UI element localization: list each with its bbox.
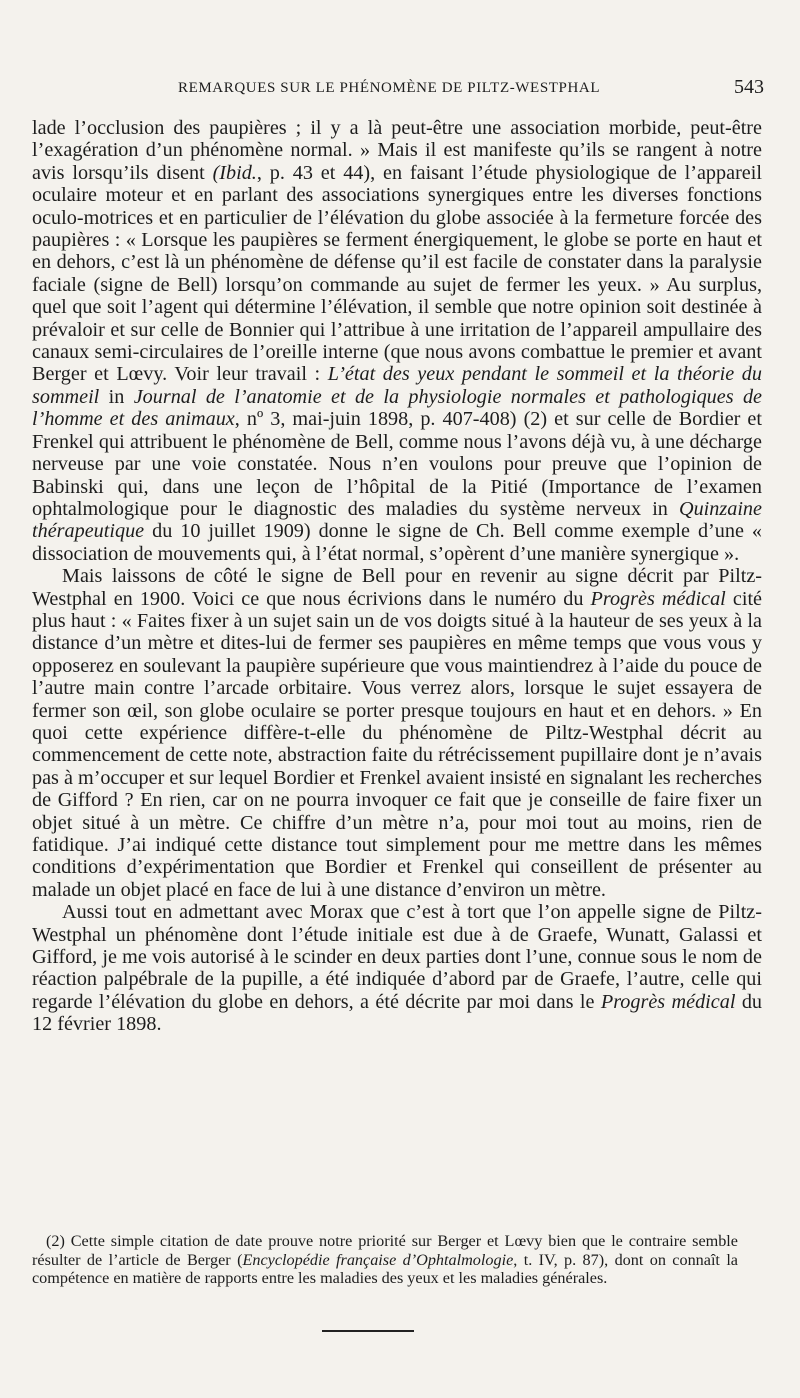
text-run: (2) Cette simple citation de date prouve notre priorité sur Berger et Lœvy bien que le contraire semble résulter de l’article de Berger ( <box>32 1232 738 1269</box>
italic-text: Journal de l’anatomie et de la physiologie normales et pathologiques de l’homme et des animaux <box>32 385 762 431</box>
footnote <box>32 1232 738 1288</box>
text-run: , nº 3, mai-juin 1898, p. 407-408) (2) et sur celle de Bordier et Frenkel qui attribuent le phénomène de Bell, comme nous l’avons déjà vu, à une décharge nerveuse par une voie constatée. Nous n’en voulons pour preuve que l’opinion de Babinski qui, dans une leçon de l’hôpital de la Pitié (Importance de l’examen ophtalmologique pour le diagnostic des maladies du système nerveux in <box>32 408 762 520</box>
text-run: du 12 février 1898. <box>32 990 763 1036</box>
italic-text: Progrès médical <box>600 990 736 1013</box>
text-run: , t. IV, p. 87), dont on connaît la compétence en matière de rapports entre les maladies des yeux et les maladies générales. <box>32 1250 738 1288</box>
body-text <box>32 117 762 1036</box>
running-title: REMARQUES SUR LE PHÉNOMÈNE DE PILTZ-WESTPHAL <box>178 80 601 96</box>
paragraph <box>32 565 762 901</box>
italic-text: Quinzaine thérapeutique <box>32 497 762 543</box>
paragraph <box>32 901 762 1035</box>
italic-text: (Ibid. <box>212 161 257 184</box>
text-run: Aussi tout en admettant avec Morax que c’est à tort que l’on appelle signe de Piltz-Westphal un phénomène dont l’étude initiale est due à de Graefe, Wunatt, Galassi et Gifford, je me vois autorisé à le scinder en deux parties dont l’une, connue sous le nom de réaction palpébrale de la pupille, a été indiquée d’abord par de Graefe, l’autre, celle qui regarde l’élévation du globe en dehors, a été décrite par moi dans le <box>32 901 762 1013</box>
paragraph <box>32 117 762 565</box>
footnote-text <box>32 1232 738 1288</box>
end-rule <box>322 1330 414 1332</box>
text-run: in <box>99 385 134 408</box>
text-run: lade l’occlusion des paupières ; il y a là peut-être une association morbide, peut-être l’exagération d’un phénomène normal. » Mais il est manifeste qu’ils se rangent à notre avis lorsqu’ils disent <box>32 117 762 184</box>
text-run: du 10 juillet 1909) donne le signe de Ch. Bell comme exemple d’une « dissociation de mouvements qui, à l’état normal, s’opèrent d’une manière synergique ». <box>32 520 762 565</box>
text-run: , p. 43 et 44), en faisant l’étude physiologique de l’appareil oculaire moteur et en parlant des associations synergiques entre les diverses fonctions oculo-motrices et en particulier de l’élévation du globe associée à la fermeture forcée des paupières : « Lorsque les paupières se ferment énergiquement, le globe se porte en haut et en dehors, c’est là un phénomène de défense qu’il est facile de constater dans la paralysie faciale (signe de Bell) lorsqu’on commande au sujet de fermer les yeux. » Au surplus, quel que soit l’agent qui détermine l’élévation, il semble que notre opinion soit destinée à prévaloir et sur celle de Bonnier qui l’attribue à une irritation de l’appareil ampullaire des canaux semi-circulaires de l’oreille interne (que nous avons combattue le premier et avant Berger et Lœvy. Voir leur travail : <box>32 161 762 386</box>
page-header <box>38 76 764 106</box>
page-number: 543 <box>734 76 764 98</box>
text-run: cité plus haut : « Faites fixer à un sujet sain un de vos doigts situé à la hauteur de ses yeux à la distance d’un mètre et dites-lui de fermer ses paupières en même temps que vous vous y opposerez en soulevant la paupière supérieure que vous maintiendrez à l’aide du pouce de l’autre main contre l’arcade orbitaire. Vous verrez alors, lorsque le sujet essayera de fermer son œil, son globe oculaire se porter presque toujours en haut et en dehors. » En quoi cette expérience diffère-t-elle du phénomène de Piltz-Westphal décrit au commencement de cette note, abstraction faite du rétrécissement pupillaire dont je n’avais pas à m’occuper et sur lequel Bordier et Frenkel avaient insisté en signalant les recherches de Gifford ? En rien, car on ne pourra invoquer ce fait que je conseille de faire fixer un objet situé à un mètre. Ce chiffre d’un mètre n’a, pour moi tout au moins, rien de fatidique. J’ai indiqué cette distance tout simplement pour me mettre dans les mêmes conditions d’expérimentation que Bordier et Frenkel qui conseillent de présenter au malade un objet placé en face de lui à une distance d’environ un mètre. <box>32 587 763 901</box>
text-run: Mais laissons de côté le signe de Bell pour en revenir au signe décrit par Piltz-Westphal en 1900. Voici ce que nous écrivions dans le numéro du <box>32 565 762 610</box>
italic-text: Encyclopédie française d’Ophtalmologie <box>242 1250 514 1269</box>
italic-text: Progrès médical <box>590 587 726 610</box>
italic-text: L’état des yeux pendant le sommeil et la théorie du sommeil <box>32 363 762 408</box>
